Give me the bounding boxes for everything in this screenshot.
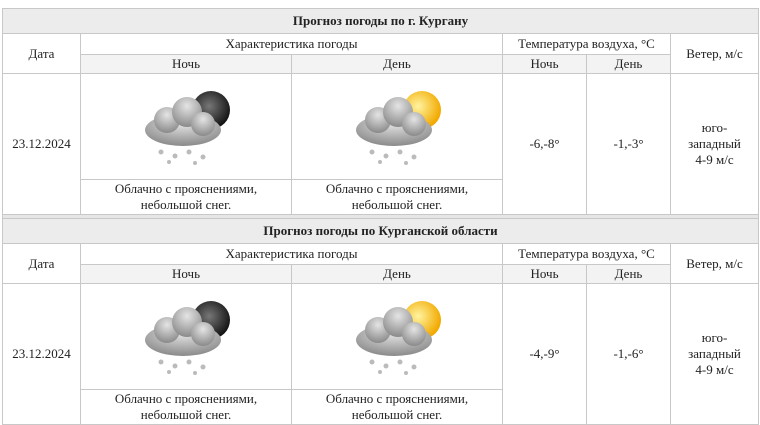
night-weather-cell [81, 74, 292, 180]
night-weather-cell [81, 284, 292, 390]
cloudy-night-snow-icon [131, 296, 241, 378]
night-desc-line-1: Облачно с прояснениями, [114, 391, 258, 406]
temp-day-value: -1,-6° [587, 284, 671, 425]
date-header: Дата [3, 244, 81, 284]
section-title: Прогноз погоды по Курганской области [3, 219, 759, 244]
forecast-date: 23.12.2024 [3, 74, 81, 215]
wind-line-3: 4-9 м/с [695, 152, 734, 167]
temperature-header: Температура воздуха, °С [503, 34, 671, 55]
day-header: День [292, 265, 503, 284]
day-header: День [292, 55, 503, 74]
wind-value [671, 284, 759, 425]
wind-line-1: юго- [701, 120, 728, 135]
night-description [81, 390, 292, 425]
night-desc-line-2: небольшой снег. [140, 197, 232, 212]
wind-line-2: западный [688, 136, 741, 151]
night-header: Ночь [81, 55, 292, 74]
temp-day-header: День [587, 55, 671, 74]
night-desc-line-2: небольшой снег. [140, 407, 232, 422]
temp-night-header: Ночь [503, 55, 587, 74]
temp-night-header: Ночь [503, 265, 587, 284]
night-desc-line-1: Облачно с прояснениями, [114, 181, 258, 196]
wind-line-1: юго- [701, 330, 728, 345]
wind-line-2: западный [688, 346, 741, 361]
night-description [81, 180, 292, 215]
wind-line-3: 4-9 м/с [695, 362, 734, 377]
characteristic-header: Характеристика погоды [81, 244, 503, 265]
day-weather-cell [292, 74, 503, 180]
day-desc-line-2: небольшой снег. [351, 197, 443, 212]
cloudy-day-snow-icon [342, 86, 452, 168]
wind-value [671, 74, 759, 215]
day-desc-line-1: Облачно с прояснениями, [325, 391, 469, 406]
wind-header: Ветер, м/с [671, 34, 759, 74]
temp-day-header: День [587, 265, 671, 284]
temp-night-value: -4,-9° [503, 284, 587, 425]
day-desc-line-1: Облачно с прояснениями, [325, 181, 469, 196]
night-header: Ночь [81, 265, 292, 284]
temperature-header: Температура воздуха, °С [503, 244, 671, 265]
temp-day-value: -1,-3° [587, 74, 671, 215]
forecast-table [2, 8, 759, 425]
day-description [292, 390, 503, 425]
cloudy-night-snow-icon [131, 86, 241, 168]
characteristic-header: Характеристика погоды [81, 34, 503, 55]
section-title: Прогноз погоды по г. Кургану [3, 9, 759, 34]
date-header: Дата [3, 34, 81, 74]
cloudy-day-snow-icon [342, 296, 452, 378]
temp-night-value: -6,-8° [503, 74, 587, 215]
forecast-date: 23.12.2024 [3, 284, 81, 425]
day-desc-line-2: небольшой снег. [351, 407, 443, 422]
day-description [292, 180, 503, 215]
wind-header: Ветер, м/с [671, 244, 759, 284]
day-weather-cell [292, 284, 503, 390]
